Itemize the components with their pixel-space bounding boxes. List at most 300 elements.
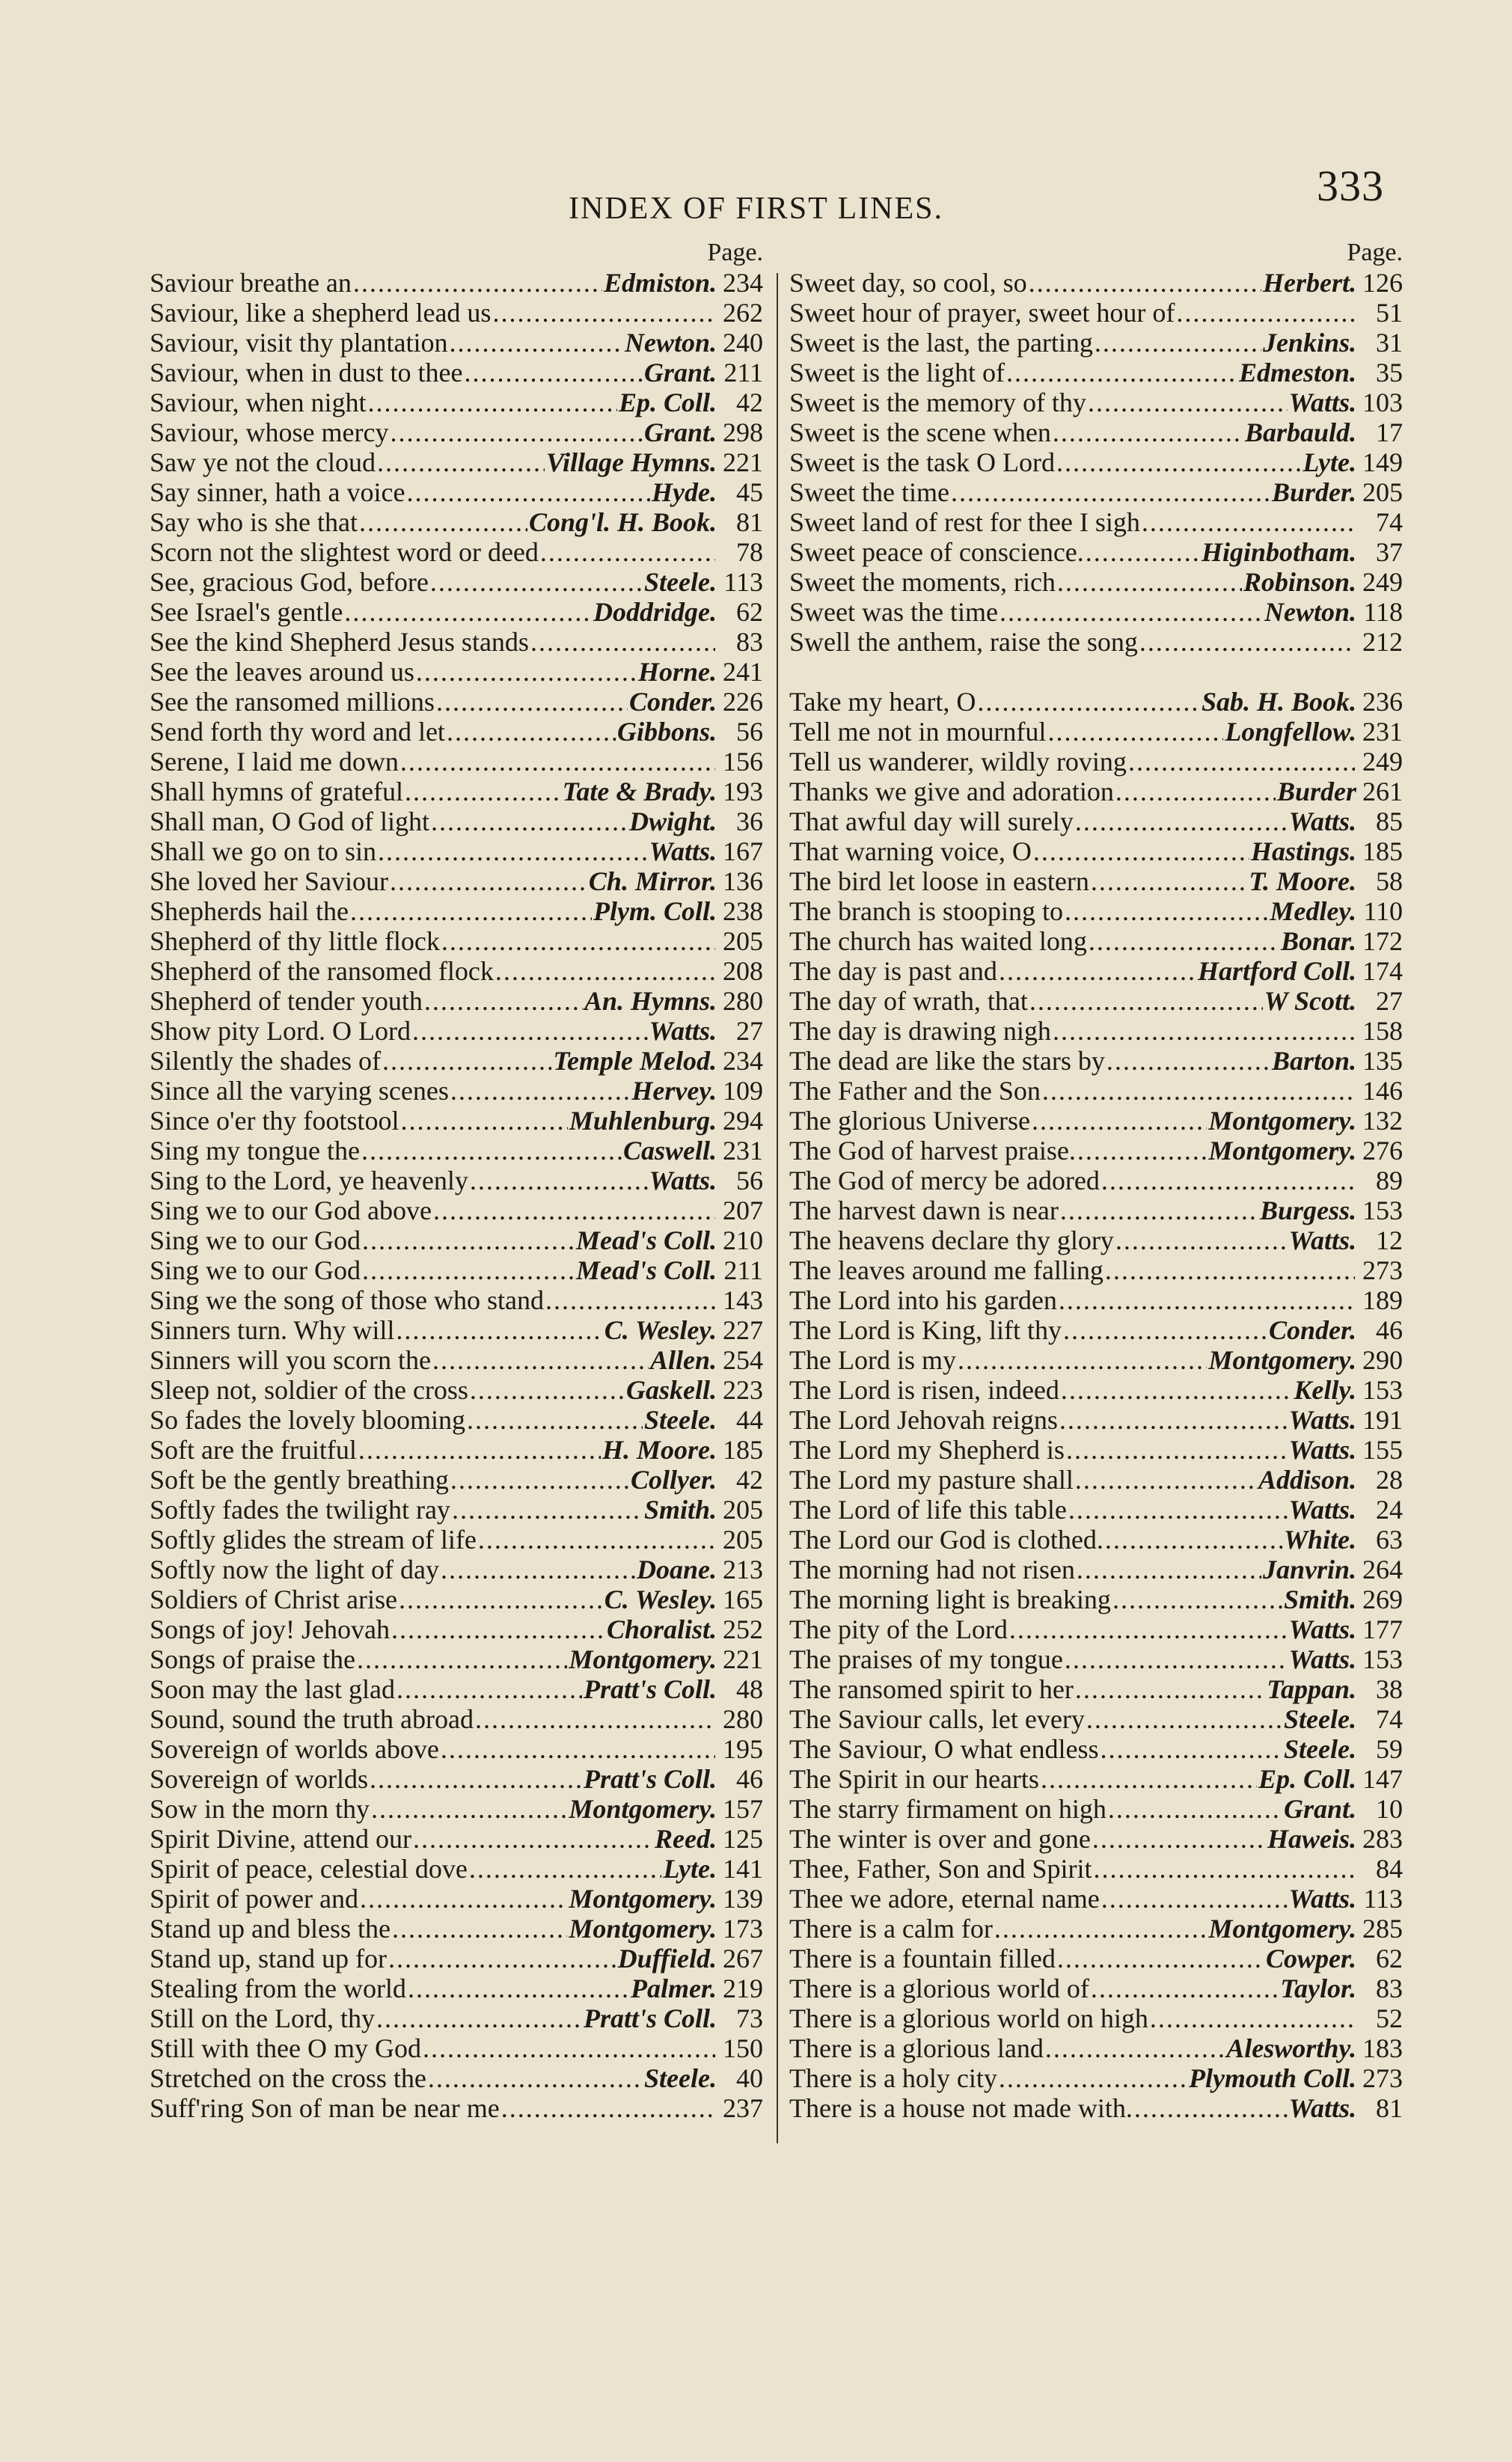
- dot-leader: [441, 1734, 715, 1764]
- index-entry: [150, 747, 763, 777]
- index-entry: [150, 687, 763, 717]
- author-name: Cowper.: [1265, 1944, 1356, 1973]
- index-entry: [150, 2093, 763, 2123]
- author-name: Jenkins.: [1262, 328, 1356, 358]
- dot-leader: [390, 417, 642, 447]
- first-line-text: The bird let loose in eastern: [789, 866, 1089, 896]
- index-entry: [150, 298, 763, 328]
- index-entry: [789, 1525, 1403, 1555]
- dot-leader: [450, 1465, 629, 1495]
- index-entry: [150, 717, 763, 747]
- author-name: Hartford Coll.: [1197, 956, 1356, 986]
- page-ref: 84: [1376, 1854, 1403, 1884]
- page-ref: 74: [1376, 1704, 1403, 1734]
- index-entry: [150, 537, 763, 567]
- author-name: Ep. Coll.: [1258, 1764, 1356, 1794]
- author-name: Edmeston.: [1238, 358, 1356, 388]
- index-entry: [150, 956, 763, 986]
- page-ref: 146: [1362, 1076, 1403, 1106]
- page-ref: 264: [1362, 1555, 1403, 1584]
- index-entry: [789, 477, 1403, 507]
- first-line-text: Shall hymns of grateful: [150, 777, 403, 806]
- author-name: Taylor.: [1280, 1973, 1356, 2003]
- index-entry: [150, 358, 763, 388]
- page-ref: 17: [1376, 417, 1403, 447]
- first-line-text: The dead are like the stars by: [789, 1046, 1105, 1076]
- first-line-text: Sweet is the scene when: [789, 417, 1051, 447]
- first-line-text: Serene, I laid me down: [150, 747, 399, 777]
- dot-leader: [1066, 1435, 1288, 1465]
- page-ref: 211: [723, 358, 763, 388]
- page-ref: 89: [1376, 1166, 1403, 1195]
- index-entry: [789, 1405, 1403, 1435]
- author-name: Smith.: [1283, 1584, 1356, 1614]
- index-entry: [789, 358, 1403, 388]
- author-name: Smith.: [643, 1495, 717, 1525]
- author-name: Conder.: [628, 687, 717, 717]
- index-entry: [150, 1614, 763, 1644]
- dot-leader: [1176, 298, 1355, 328]
- dot-leader: [423, 2033, 715, 2063]
- first-line-text: Since all the varying scenes: [150, 1076, 449, 1106]
- first-line-text: The morning had not risen: [789, 1555, 1075, 1584]
- first-line-text: The day is past and: [789, 956, 997, 986]
- first-line-text: Suff'ring Son of man be near me: [150, 2093, 500, 2123]
- dot-leader: [1105, 1255, 1355, 1285]
- author-name: Montgomery.: [1208, 1345, 1356, 1375]
- author-name: Watts.: [1288, 806, 1356, 836]
- first-line-text: Saviour, like a shepherd lead us: [150, 298, 492, 328]
- index-entry: [789, 1973, 1403, 2003]
- dot-leader: [1006, 358, 1237, 388]
- first-line-text: The Saviour calls, let every: [789, 1704, 1085, 1734]
- index-entry: [150, 926, 763, 956]
- page-ref: 249: [1362, 567, 1403, 597]
- index-entry: [789, 2063, 1403, 2093]
- dot-leader: [1077, 1136, 1207, 1166]
- index-entry: [789, 956, 1403, 986]
- index-entry: [150, 1555, 763, 1584]
- index-entry: [789, 2003, 1403, 2033]
- first-line-text: The God of mercy be adored: [789, 1166, 1100, 1195]
- index-entry: [789, 627, 1403, 657]
- page-ref: 153: [1362, 1195, 1403, 1225]
- index-entry: [150, 477, 763, 507]
- page-ref: 155: [1362, 1435, 1403, 1465]
- first-line-text: Since o'er thy footstool: [150, 1106, 400, 1136]
- page-ref: 185: [1362, 836, 1403, 866]
- page-ref: 36: [736, 806, 763, 836]
- index-entry: [150, 567, 763, 597]
- page-ref: 103: [1362, 388, 1403, 417]
- page-ref: 177: [1362, 1614, 1403, 1644]
- first-line-text: Sweet peace of conscience.: [789, 537, 1084, 567]
- page-ref: 205: [723, 926, 763, 956]
- dot-leader: [495, 956, 715, 986]
- index-entry: [789, 1644, 1403, 1674]
- index-entry: [789, 806, 1403, 836]
- first-line-text: Saviour, when night: [150, 388, 367, 417]
- dot-leader: [1053, 417, 1243, 447]
- author-name: Watts.: [1288, 1495, 1356, 1525]
- author-name: Montgomery.: [569, 1644, 717, 1674]
- page-ref: 83: [736, 627, 763, 657]
- index-entry: [150, 1734, 763, 1764]
- author-name: Watts.: [1288, 2093, 1356, 2123]
- index-entry: [150, 1225, 763, 1255]
- dot-leader: [545, 1285, 715, 1315]
- author-name: Allen.: [649, 1345, 717, 1375]
- author-name: Grant.: [643, 358, 717, 388]
- dot-leader: [350, 896, 592, 926]
- dot-leader: [1101, 1166, 1355, 1195]
- index-entry: [789, 1106, 1403, 1136]
- index-entry: [150, 896, 763, 926]
- page-ref: 27: [1376, 986, 1403, 1016]
- page-ref: 59: [1376, 1734, 1403, 1764]
- index-entry: [789, 1076, 1403, 1106]
- index-entry: [789, 1794, 1403, 1824]
- author-name: Duffield.: [617, 1944, 717, 1973]
- index-entry: [150, 1076, 763, 1106]
- index-entry: [789, 1345, 1403, 1375]
- first-line-text: Show pity Lord. O Lord: [150, 1016, 411, 1046]
- page-ref: 40: [736, 2063, 763, 2093]
- index-entry: [789, 777, 1403, 806]
- index-entry: [150, 1525, 763, 1555]
- first-line-text: Softly now the light of day: [150, 1555, 439, 1584]
- dot-leader: [1091, 866, 1247, 896]
- author-name: Watts.: [649, 1166, 717, 1195]
- author-name: Dwight.: [628, 806, 717, 836]
- first-line-text: The heavens declare thy glory: [789, 1225, 1114, 1255]
- dot-leader: [501, 2093, 715, 2123]
- page-ref: 37: [1376, 537, 1403, 567]
- page-ref: 193: [723, 777, 763, 806]
- page-ref: 139: [723, 1884, 763, 1914]
- dot-leader: [467, 1405, 643, 1435]
- author-name: Doddridge.: [593, 597, 717, 627]
- dot-leader: [1075, 806, 1288, 836]
- dot-leader: [465, 358, 643, 388]
- page-ref: 42: [736, 388, 763, 417]
- index-entry: [150, 507, 763, 537]
- first-line-text: The Spirit in our hearts: [789, 1764, 1039, 1794]
- index-entry: [789, 1614, 1403, 1644]
- first-line-text: Spirit of peace, celestial dove: [150, 1854, 468, 1884]
- first-line-text: Soft are the fruitful: [150, 1435, 357, 1465]
- first-line-text: Tell me not in mournful: [789, 717, 1047, 747]
- page-ref: 172: [1362, 926, 1403, 956]
- page-ref: 191: [1362, 1405, 1403, 1435]
- dot-leader: [470, 1166, 648, 1195]
- page-ref: 185: [723, 1435, 763, 1465]
- dot-leader: [1009, 1614, 1288, 1644]
- first-line-text: Say who is she that: [150, 507, 358, 537]
- dot-leader: [424, 986, 583, 1016]
- first-line-text: The morning light is breaking: [789, 1584, 1111, 1614]
- page-ref: 110: [1363, 896, 1403, 926]
- first-line-text: Shepherd of the ransomed flock: [150, 956, 494, 986]
- page-ref: 280: [723, 1704, 763, 1734]
- author-name: Watts.: [649, 1016, 717, 1046]
- dot-leader: [412, 1016, 648, 1046]
- index-entry: [789, 1225, 1403, 1255]
- author-name: White.: [1283, 1525, 1356, 1555]
- index-entry: [150, 2033, 763, 2063]
- dot-leader: [416, 657, 637, 687]
- page-ref: 141: [723, 1854, 763, 1884]
- first-line-text: Sinners turn. Why will: [150, 1315, 395, 1345]
- first-line-text: Thee we adore, eternal name: [789, 1884, 1100, 1914]
- page-ref: 261: [1362, 777, 1403, 806]
- page-ref: 280: [723, 986, 763, 1016]
- index-entry: [150, 806, 763, 836]
- first-line-text: She loved her Saviour: [150, 866, 388, 896]
- author-name: Hyde.: [652, 477, 717, 507]
- page-ref: 273: [1362, 1255, 1403, 1285]
- page-ref: 109: [723, 1076, 763, 1106]
- dot-leader: [1075, 1674, 1265, 1704]
- author-name: Ep. Coll.: [618, 388, 717, 417]
- author-name: Conder.: [1268, 1315, 1356, 1345]
- first-line-text: The Father and the Son: [789, 1076, 1041, 1106]
- first-line-text: The church has waited long: [789, 926, 1087, 956]
- author-name: Ch. Mirror.: [588, 866, 717, 896]
- index-entry: [789, 836, 1403, 866]
- dot-leader: [994, 1914, 1207, 1944]
- dot-leader: [391, 1614, 605, 1644]
- author-name: Edmiston.: [603, 268, 717, 298]
- index-entry: [150, 1016, 763, 1046]
- first-line-text: The Lord our God is clothed.: [789, 1525, 1104, 1555]
- index-entry: [789, 567, 1403, 597]
- index-entry: [789, 2093, 1403, 2123]
- dot-leader: [400, 747, 715, 777]
- first-line-text: Shepherds hail the: [150, 896, 349, 926]
- page-ref: 221: [723, 447, 763, 477]
- first-line-text: Songs of joy! Jehovah: [150, 1614, 390, 1644]
- index-entry: [789, 1255, 1403, 1285]
- page-ref: 113: [723, 567, 763, 597]
- author-name: Lyte.: [663, 1854, 717, 1884]
- author-name: Hastings.: [1250, 836, 1356, 866]
- author-name: Plymouth Coll.: [1188, 2063, 1356, 2093]
- page-ref: 223: [723, 1375, 763, 1405]
- author-name: Plym. Coll.: [593, 896, 717, 926]
- index-entry: [150, 1345, 763, 1375]
- page-ref: 52: [1376, 2003, 1403, 2033]
- page-ref: 207: [723, 1195, 763, 1225]
- page-ref: 183: [1362, 2033, 1403, 2063]
- index-entry: [150, 1465, 763, 1495]
- author-name: Gaskell.: [626, 1375, 717, 1405]
- dot-leader: [1100, 1734, 1282, 1764]
- index-entry: [789, 597, 1403, 627]
- index-entry: [150, 1166, 763, 1195]
- dot-leader: [1075, 1465, 1257, 1495]
- author-name: Cong'l. H. Book.: [528, 507, 717, 537]
- dot-leader: [1061, 1375, 1292, 1405]
- page-ref: 195: [723, 1734, 763, 1764]
- first-line-text: See Israel's gentle: [150, 597, 343, 627]
- dot-leader: [1056, 447, 1301, 477]
- page-ref: 227: [723, 1315, 763, 1345]
- author-name: Montgomery.: [569, 1914, 717, 1944]
- index-entry: [789, 417, 1403, 447]
- page-ref: 153: [1362, 1644, 1403, 1674]
- first-line-text: The Lord is King, lift thy: [789, 1315, 1062, 1345]
- dot-leader: [431, 806, 628, 836]
- first-line-text: Tell us wanderer, wildly roving: [789, 747, 1127, 777]
- first-line-text: Saviour, when in dust to thee: [150, 358, 463, 388]
- dot-leader: [441, 926, 715, 956]
- author-name: Bonar.: [1280, 926, 1356, 956]
- first-line-text: Sing we the song of those who stand: [150, 1285, 544, 1315]
- page-title: INDEX OF FIRST LINES.: [569, 192, 943, 226]
- author-name: Steele.: [1284, 1734, 1356, 1764]
- dot-leader: [492, 298, 715, 328]
- author-name: Montgomery.: [569, 1794, 717, 1824]
- first-line-text: Softly glides the stream of life: [150, 1525, 477, 1555]
- dot-leader: [1105, 1525, 1282, 1555]
- index-entry: [150, 1914, 763, 1944]
- index-entry: [150, 1495, 763, 1525]
- first-line-text: The Lord my pasture shall: [789, 1465, 1074, 1495]
- first-line-text: The Lord is risen, indeed: [789, 1375, 1059, 1405]
- author-name: H. Moore.: [602, 1435, 717, 1465]
- dot-leader: [1063, 1315, 1267, 1345]
- author-name: Watts.: [1288, 1225, 1356, 1255]
- dot-leader: [1033, 836, 1249, 866]
- index-entry: [789, 1914, 1403, 1944]
- first-line-text: Songs of praise the: [150, 1644, 355, 1674]
- page-ref: 157: [723, 1794, 763, 1824]
- index-entry: [150, 1435, 763, 1465]
- first-line-text: Stand up and bless the: [150, 1914, 391, 1944]
- author-name: Steele.: [644, 2063, 717, 2093]
- first-line-text: The praises of my tongue: [789, 1644, 1063, 1674]
- index-entry: [789, 1136, 1403, 1166]
- author-name: Watts.: [1288, 1644, 1356, 1674]
- index-entry: [789, 1584, 1403, 1614]
- first-line-text: Shepherd of tender youth: [150, 986, 423, 1016]
- first-line-text: That awful day will surely: [789, 806, 1074, 836]
- index-entry: [150, 777, 763, 806]
- first-line-text: Sinners will you scorn the: [150, 1345, 431, 1375]
- page-ref: 45: [736, 477, 763, 507]
- first-line-text: There is a calm for: [789, 1914, 993, 1944]
- entry-list: [150, 268, 763, 2123]
- dot-leader: [1077, 1555, 1261, 1584]
- index-entry: [150, 1315, 763, 1345]
- first-line-text: Saviour, whose mercy: [150, 417, 389, 447]
- dot-leader: [540, 537, 715, 567]
- index-entry: [789, 1285, 1403, 1315]
- page-ref: 213: [723, 1555, 763, 1584]
- first-line-text: Spirit Divine, attend our: [150, 1824, 411, 1854]
- first-line-text: The winter is over and gone: [789, 1824, 1091, 1854]
- page-ref: 38: [1376, 1674, 1403, 1704]
- first-line-text: Thee, Father, Son and Spirit: [789, 1854, 1092, 1884]
- index-entry: [789, 1884, 1403, 1914]
- index-entry: [150, 1584, 763, 1614]
- dot-leader: [406, 477, 650, 507]
- index-entry: [150, 597, 763, 627]
- dot-leader: [450, 1076, 631, 1106]
- dot-leader: [357, 1644, 567, 1674]
- page-ref: 276: [1362, 1136, 1403, 1166]
- index-entry: [789, 1495, 1403, 1525]
- dot-leader: [1045, 2033, 1225, 2063]
- dot-leader: [1029, 268, 1261, 298]
- index-entry: [150, 1285, 763, 1315]
- index-entry: [150, 1046, 763, 1076]
- page-ref: 219: [723, 1973, 763, 2003]
- author-name: Lyte.: [1303, 447, 1356, 477]
- author-name: Watts.: [1288, 1405, 1356, 1435]
- dot-leader: [1047, 717, 1223, 747]
- index-entry: [150, 1854, 763, 1884]
- first-line-text: There is a house not made with.: [789, 2093, 1133, 2123]
- index-entry: [789, 447, 1403, 477]
- author-name: Horne.: [637, 657, 717, 687]
- first-line-text: Sweet is the task O Lord: [789, 447, 1055, 477]
- page-ref: 285: [1362, 1914, 1403, 1944]
- dot-leader: [1065, 896, 1268, 926]
- first-line-text: See the kind Shepherd Jesus stands: [150, 627, 529, 657]
- author-name: Grant.: [643, 417, 717, 447]
- dot-leader: [1057, 1944, 1264, 1973]
- page-ref: 158: [1362, 1016, 1403, 1046]
- dot-leader: [1139, 627, 1355, 657]
- page-ref: 48: [736, 1674, 763, 1704]
- first-line-text: So fades the lovely blooming: [150, 1405, 465, 1435]
- index-entry: [150, 986, 763, 1016]
- dot-leader: [1101, 1884, 1288, 1914]
- page-ref: 234: [723, 268, 763, 298]
- page-ref: 31: [1376, 328, 1403, 358]
- first-line-text: The Lord is my: [789, 1345, 956, 1375]
- author-name: Gibbons.: [616, 717, 717, 747]
- dot-leader: [1134, 2093, 1288, 2123]
- index-entry: [150, 328, 763, 358]
- dot-leader: [1092, 1824, 1266, 1854]
- first-line-text: The pity of the Lord: [789, 1614, 1008, 1644]
- index-entry: [789, 1824, 1403, 1854]
- dot-leader: [413, 1824, 653, 1854]
- dot-leader: [1041, 1764, 1257, 1794]
- page-ref: 56: [736, 1166, 763, 1195]
- author-name: Longfellow.: [1225, 717, 1356, 747]
- dot-leader: [353, 268, 602, 298]
- dot-leader: [1059, 1285, 1355, 1315]
- dot-leader: [388, 1944, 616, 1973]
- dot-leader: [436, 687, 628, 717]
- page-ref: 283: [1362, 1824, 1403, 1854]
- page-ref: 46: [736, 1764, 763, 1794]
- column-divider: [777, 273, 778, 2143]
- author-name: Barbauld.: [1244, 417, 1356, 447]
- page-ref: 298: [723, 417, 763, 447]
- first-line-text: The day is drawing nigh: [789, 1016, 1051, 1046]
- index-entry: [789, 1555, 1403, 1584]
- author-name: Pratt's Coll.: [583, 2003, 717, 2033]
- dot-leader: [371, 1794, 567, 1824]
- author-name: Kelly.: [1294, 1375, 1356, 1405]
- dot-leader: [1107, 1046, 1270, 1076]
- author-name: Hervey.: [631, 1076, 717, 1106]
